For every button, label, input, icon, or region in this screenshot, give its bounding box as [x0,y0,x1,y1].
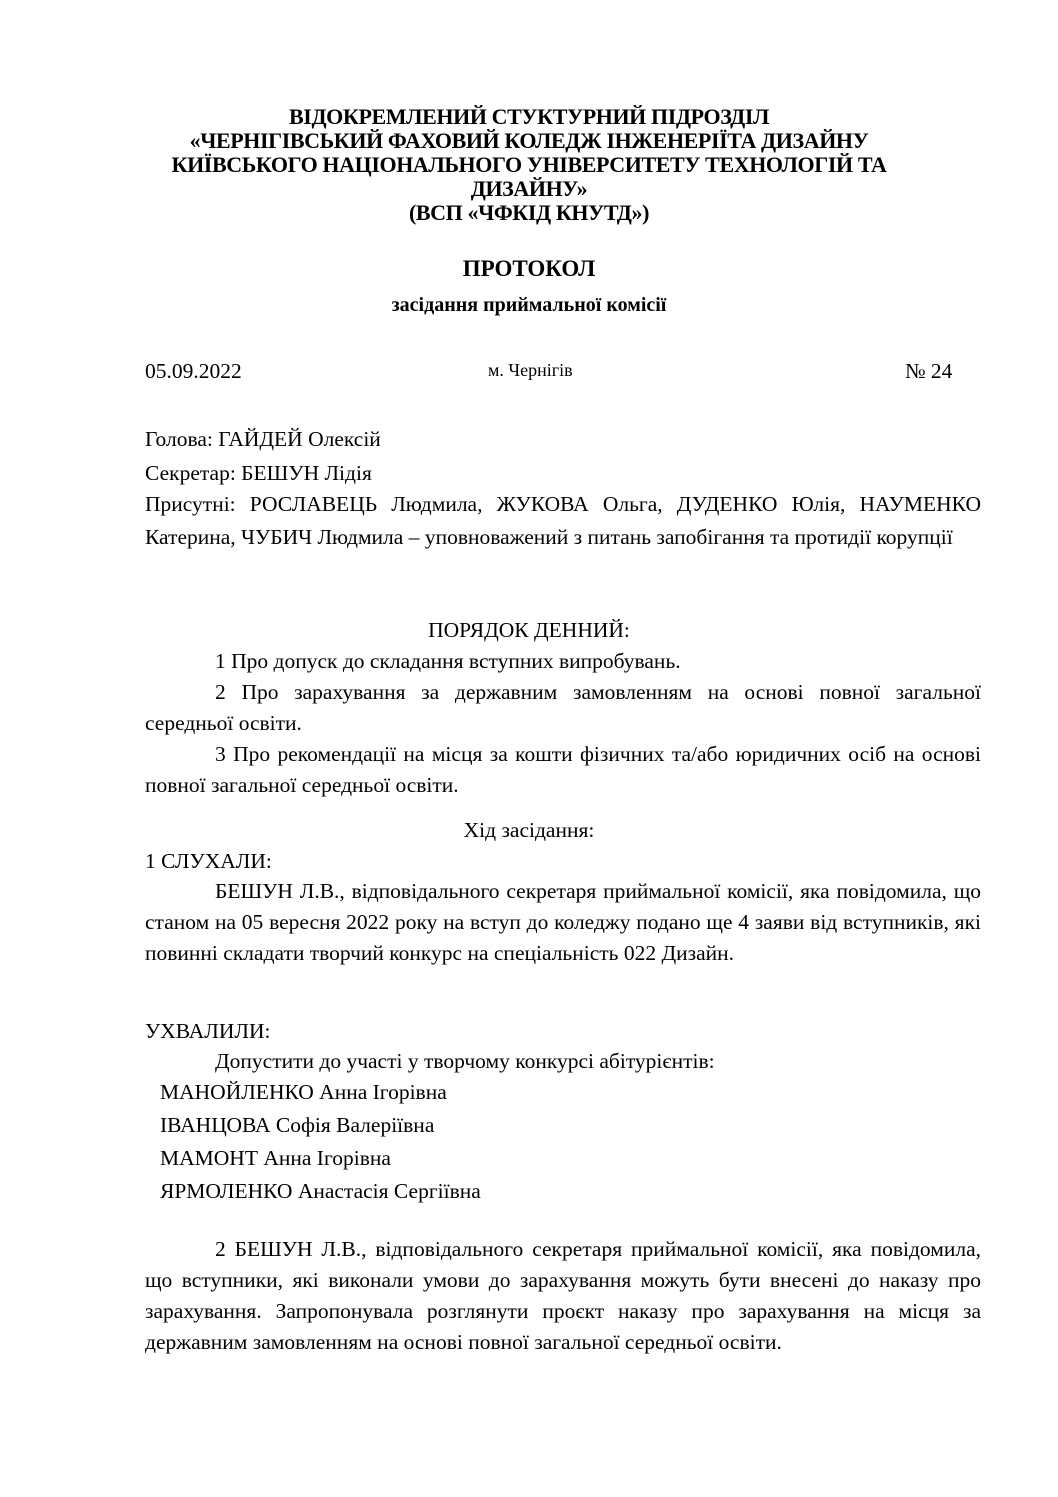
header-line: ДИЗАЙНУ» [470,176,588,201]
agenda-item: 3 Про рекомендації на місця за кошти фізичних та/або юридичних осіб на основі повної загальної середньої освіти. [145,742,981,797]
applicant-name: МАМОНТ Анна Ігорівна [160,1146,391,1170]
document-date: 05.09.2022 [145,359,242,383]
agenda-list [145,646,981,801]
decided-text-1: Допустити до участі у творчому конкурсі абітурієнтів: [215,1049,715,1073]
decided-label-1: УХВАЛИЛИ: [145,1019,271,1043]
heard-text-2: 2 БЕШУН Л.В., відповідального секретаря приймальної комісії, яка повідомила, що вступники, які виконали умови до зарахування можуть бути внесені до наказу про зарахування. Запропонувала розглянути проєкт наказу про зарахування на місця за державним замовленням на основі повної загальної середньої освіти. [145,1237,981,1354]
applicant-name: ІВАНЦОВА Софія Валеріївна [160,1113,435,1137]
agenda-item: 2 Про зарахування за державним замовленням на основі повної загальної середньої освіти. [145,680,981,735]
chair-line: Голова: ГАЙДЕЙ Олексій [145,427,381,451]
proceedings-heading: Хід засідання: [463,818,595,842]
applicant-name: МАНОЙЛЕНКО Анна Ігорівна [160,1080,447,1104]
heard-text-1: БЕШУН Л.В., відповідального секретаря приймальної комісії, яка повідомила, що станом на 05 вересня 2022 року на вступ до коледжу подано ще 4 заяви від вступників, які повинні складати творчий конкурс на спеціальність 022 Дизайн. [145,879,981,965]
agenda-item: 1 Про допуск до складання вступних випробувань. [215,649,681,673]
agenda-heading: ПОРЯДОК ДЕННИЙ: [428,618,630,642]
document-title: ПРОТОКОЛ [462,256,596,281]
document-city: м. Чернігів [488,360,573,380]
header-line: «ЧЕРНІГІВСЬКИЙ ФАХОВИЙ КОЛЕДЖ ІНЖЕНЕРІЇТА ДИЗАЙНУ [189,128,869,153]
secretary-line: Секретар: БЕШУН Лідія [145,461,372,485]
present-list: Присутні: РОСЛАВЕЦЬ Людмила, ЖУКОВА Ольга, ДУДЕНКО Юлія, НАУМЕНКО Катерина, ЧУБИЧ Людмила – уповноважений з питань запобігання та протидії корупції [145,492,981,549]
heard-label-1: 1 СЛУХАЛИ: [145,849,272,873]
document-number: № 24 [905,359,953,383]
document-subtitle: засідання приймальної комісії [391,294,667,316]
applicant-name: ЯРМОЛЕНКО Анастасія Сергіївна [160,1179,481,1203]
header-line: (ВСП «ЧФКІД КНУТД») [408,200,650,225]
header-line: КИЇВСЬКОГО НАЦІОНАЛЬНОГО УНІВЕРСИТЕТУ ТЕХНОЛОГІЙ ТА [171,152,887,177]
header-line: ВІДОКРЕМЛЕНИЙ СТУКТУРНИЙ ПІДРОЗДІЛ [289,104,769,129]
